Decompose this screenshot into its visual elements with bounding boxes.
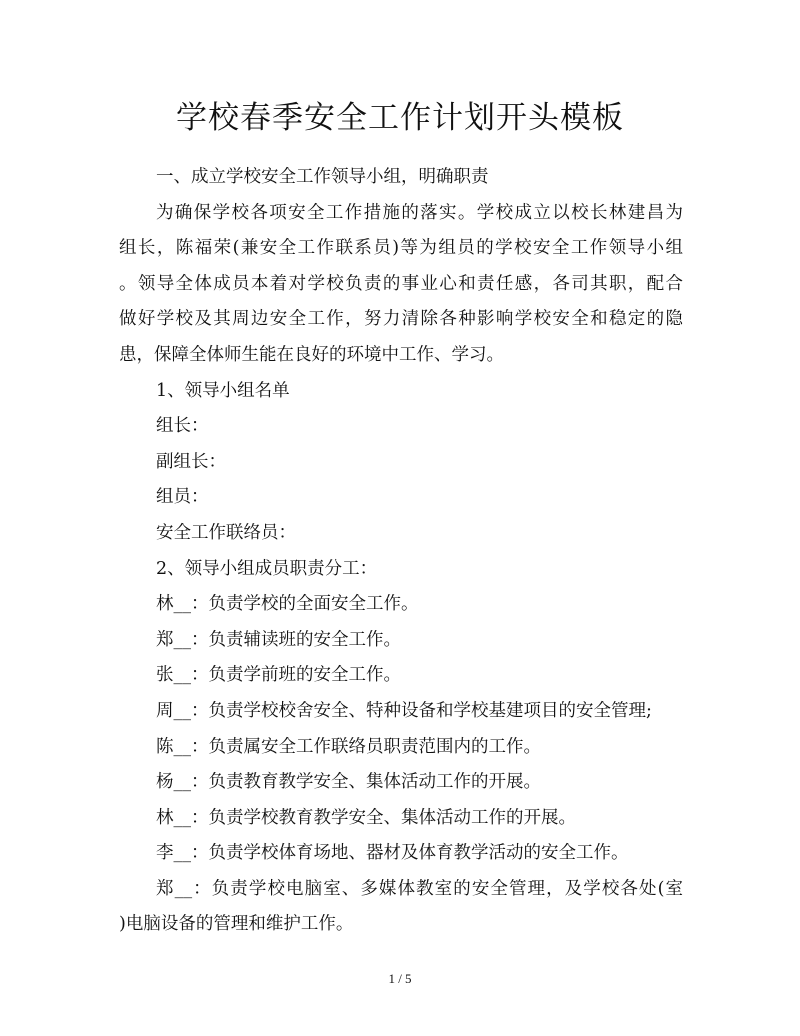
intro-line-1: 为确保学校各项安全工作措施的落实。学校成立以校长林建昌为 bbox=[156, 202, 683, 223]
list-heading: 1、领导小组名单 bbox=[156, 380, 290, 401]
duties-heading: 2、领导小组成员职责分工： bbox=[156, 558, 378, 579]
intro-line-3: 。领导全体成员本着对学校负责的事业心和责任感，各司其职，配合 bbox=[119, 273, 683, 294]
section-heading: 一、成立学校安全工作领导小组，明确职责 bbox=[156, 167, 489, 187]
last-duty-line-2: )电脑设备的管理和维护工作。 bbox=[119, 914, 354, 935]
role-liaison: 安全工作联络员： bbox=[156, 522, 296, 543]
duty-item: 李__：负责学校体育场地、器材及体育教学活动的安全工作。 bbox=[156, 843, 629, 864]
duty-item: 林__：负责学校的全面安全工作。 bbox=[156, 594, 419, 615]
intro-line-5: 患，保障全体师生能在良好的环境中工作、学习。 bbox=[119, 344, 504, 365]
document-body bbox=[119, 160, 683, 943]
role-members: 组员： bbox=[156, 487, 209, 508]
intro-line-2: 组长，陈福荣(兼安全工作联系员)等为组员的学校安全工作领导小组 bbox=[119, 238, 683, 259]
duty-item: 林__：负责学校教育教学安全、集体活动工作的开展。 bbox=[156, 807, 576, 828]
duty-item: 陈__：负责属安全工作联络员职责范围内的工作。 bbox=[156, 736, 541, 757]
duty-item: 周__：负责学校校舍安全、特种设备和学校基建项目的安全管理; bbox=[156, 700, 652, 721]
duty-item: 张__：负责学前班的安全工作。 bbox=[156, 665, 401, 686]
role-leader: 组长： bbox=[156, 416, 209, 437]
document-title: 学校春季安全工作计划开头模板 bbox=[176, 100, 624, 136]
last-duty-line-1: 郑__：负责学校电脑室、多媒体教室的安全管理，及学校各处(室 bbox=[156, 878, 683, 899]
duty-item: 杨__：负责教育教学安全、集体活动工作的开展。 bbox=[156, 772, 541, 793]
role-deputy-leader: 副组长： bbox=[156, 451, 226, 472]
duty-item: 郑__：负责辅读班的安全工作。 bbox=[156, 629, 401, 650]
intro-line-4: 做好学校及其周边安全工作，努力清除各种影响学校安全和稳定的隐 bbox=[119, 309, 683, 330]
page-number: 1 / 5 bbox=[388, 971, 412, 986]
